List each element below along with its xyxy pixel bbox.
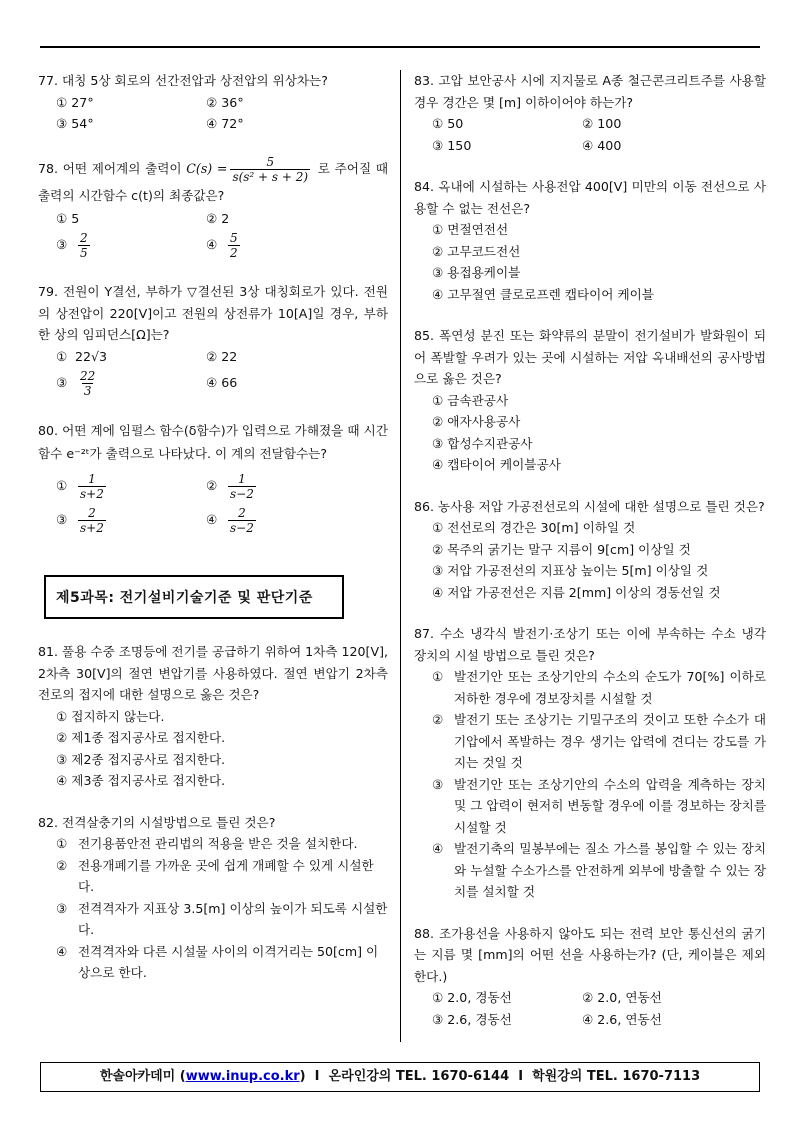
option[interactable] bbox=[206, 229, 356, 261]
question-84 bbox=[414, 176, 766, 305]
option-number: ④ bbox=[206, 512, 218, 527]
question-79-options bbox=[38, 346, 388, 400]
option[interactable]: ③ 용접용케이블 bbox=[432, 265, 521, 280]
option[interactable] bbox=[56, 833, 388, 855]
question-78-text bbox=[38, 155, 388, 208]
question-88-text: 88. 조가용선을 사용하지 않아도 되는 전력 보안 통신선의 굵기는 지름 몇 [mm]의 어떤 선을 사용하는가? (단, 케이블은 제외한다.) bbox=[414, 925, 766, 984]
option[interactable]: ① 5 bbox=[56, 210, 80, 226]
option-text: 전용개폐기를 가까운 곳에 쉽게 개폐할 수 있게 시설한다. bbox=[78, 857, 374, 894]
option-number: ① bbox=[432, 669, 444, 684]
question-84-text: 84. 옥내에 시설하는 사용전압 400[V] 미만의 이동 전선으로 사용할 수 없는 전선은? bbox=[414, 179, 766, 216]
option[interactable] bbox=[56, 229, 206, 261]
option[interactable]: ③ 150 bbox=[432, 137, 472, 153]
option[interactable] bbox=[432, 709, 766, 774]
question-87-text: 87. 수소 냉각식 발전기·조상기 또는 이에 부속하는 수소 냉각 장치의 시설 방법으로 틀린 것은? bbox=[414, 626, 766, 663]
option-number: ① bbox=[56, 836, 68, 851]
question-78-stem-end: 로 주어질 때 출력의 시간함수 c(t)의 최종값은? bbox=[38, 160, 388, 203]
option[interactable]: ① 50 bbox=[432, 116, 464, 131]
option[interactable]: ④ 400 bbox=[582, 137, 622, 153]
numerator: 1 bbox=[88, 472, 96, 486]
question-78 bbox=[38, 155, 388, 262]
question-83 bbox=[414, 70, 766, 156]
offline-phone: 학원강의 TEL. 1670-7113 bbox=[532, 1069, 701, 1084]
numerator: 2 bbox=[238, 506, 246, 520]
option[interactable]: ④ 제3종 접지공사로 접지한다. bbox=[56, 773, 226, 788]
option[interactable]: ② 목주의 굵기는 말구 지름이 9[cm] 이상일 것 bbox=[432, 541, 691, 557]
option-value: 22√3 bbox=[75, 348, 108, 364]
question-85-options bbox=[414, 390, 766, 476]
option-number: ③ bbox=[56, 512, 68, 527]
option-text: 전기용품안전 관리법의 적용을 받은 것을 설치한다. bbox=[78, 836, 358, 851]
question-82-text: 82. 전격살충기의 시설방법으로 틀린 것은? bbox=[38, 814, 276, 830]
column-divider bbox=[400, 70, 401, 1042]
option-number: ② bbox=[206, 478, 218, 493]
option-number: ③ bbox=[56, 237, 68, 252]
option-number: ④ bbox=[206, 237, 218, 252]
option[interactable]: ② 2.0, 연동선 bbox=[582, 990, 662, 1005]
question-86-options bbox=[414, 517, 766, 603]
question-87 bbox=[414, 623, 766, 903]
right-column bbox=[414, 70, 766, 1030]
option[interactable]: ④ 72° bbox=[206, 116, 244, 131]
question-85 bbox=[414, 325, 766, 476]
option[interactable]: ① 접지하지 않는다. bbox=[56, 708, 165, 724]
denominator: 2 bbox=[230, 246, 238, 260]
option-text: 전격격자와 다른 시설물 사이의 이격거리는 50[cm] 이상으로 한다. bbox=[78, 943, 379, 980]
footer-separator: I bbox=[314, 1069, 320, 1084]
question-82 bbox=[38, 812, 388, 984]
academy-link[interactable]: www.inup.co.kr bbox=[185, 1069, 300, 1084]
transfer-function-fraction bbox=[230, 155, 310, 184]
online-phone: 온라인강의 TEL. 1670-6144 bbox=[328, 1069, 510, 1084]
option-fraction bbox=[228, 472, 256, 501]
subject-title: 제5과목: 전기설비기술기준 및 판단기준 bbox=[44, 575, 344, 619]
option[interactable]: ④ 66 bbox=[206, 375, 238, 390]
transfer-function-label: C(s) = bbox=[186, 160, 228, 176]
question-82-options bbox=[38, 833, 388, 984]
question-80-options bbox=[38, 469, 388, 537]
option[interactable]: ② 100 bbox=[582, 116, 622, 131]
option[interactable] bbox=[206, 469, 356, 503]
question-78-options bbox=[38, 208, 388, 262]
left-column bbox=[38, 70, 388, 984]
question-88-options bbox=[414, 987, 766, 1030]
question-83-options bbox=[414, 113, 766, 156]
question-77-text: 77. 대칭 5상 회로의 선간전압과 상전압의 위상차는? bbox=[38, 73, 328, 88]
option[interactable]: ④ 캡타이어 케이블공사 bbox=[432, 457, 561, 472]
option-text: 발전기안 또는 조상기안의 수소의 압력을 계측하는 장치 및 그 압력이 현저히 변동할 경우에 이를 경보하는 장치를 시설할 것 bbox=[454, 776, 766, 835]
option[interactable] bbox=[432, 838, 766, 903]
option[interactable] bbox=[56, 503, 206, 537]
question-80-text: 80. 어떤 계에 임펄스 함수(δ함수)가 입력으로 가해졌을 때 시간함수 e⁻²ᵗ가 출력으로 나타났다. 이 계의 전달함수는? bbox=[38, 423, 388, 461]
option[interactable]: ② 22 bbox=[206, 348, 238, 364]
question-81-options bbox=[38, 706, 388, 792]
question-77-options bbox=[38, 92, 388, 135]
question-80 bbox=[38, 419, 388, 537]
option[interactable]: ③ 54° bbox=[56, 116, 94, 131]
option-fraction bbox=[78, 472, 106, 501]
numerator: 5 bbox=[230, 231, 238, 245]
denominator: s−2 bbox=[230, 487, 254, 501]
option[interactable] bbox=[56, 941, 388, 984]
option[interactable]: ④ 고무절연 클로로프렌 캡타이어 케이블 bbox=[432, 286, 654, 302]
denominator: s+2 bbox=[80, 521, 104, 535]
denominator: s(s² + s + 2) bbox=[232, 169, 309, 184]
option-fraction bbox=[78, 369, 97, 398]
option[interactable]: ② 36° bbox=[206, 94, 244, 110]
numerator: 1 bbox=[238, 472, 246, 486]
numerator: 2 bbox=[80, 231, 88, 245]
option[interactable]: ④ 2.6, 연동선 bbox=[582, 1011, 662, 1027]
option[interactable] bbox=[56, 346, 206, 368]
option-number: ② bbox=[432, 712, 444, 727]
option[interactable] bbox=[56, 469, 206, 503]
option-number: ① bbox=[56, 478, 68, 493]
denominator: s−2 bbox=[230, 521, 254, 535]
denominator: 3 bbox=[83, 384, 92, 398]
subject-header bbox=[38, 575, 388, 619]
option-text: 발전기축의 밀봉부에는 질소 가스를 봉입할 수 있는 장치와 누설할 수소가스를 안전하게 외부에 방출할 수 있는 장치를 설치할 것 bbox=[454, 841, 766, 899]
numerator: 22 bbox=[80, 369, 96, 383]
question-81-text: 81. 풀용 수중 조명등에 전기를 공급하기 위하여 1차측 120[V], 2차측 30[V]의 절연 변압기를 사용하였다. 절연 변압기 2차측 전로의 접지에 대한 설명으로 옳은 것은? bbox=[38, 644, 388, 702]
option[interactable] bbox=[432, 666, 766, 709]
top-rule bbox=[40, 46, 760, 48]
option-number: ③ bbox=[432, 776, 444, 792]
question-86-text: 86. 농사용 저압 가공전선로의 시설에 대한 설명으로 틀린 것은? bbox=[414, 498, 765, 514]
option-number: ④ bbox=[56, 943, 68, 959]
question-88 bbox=[414, 923, 766, 1031]
option[interactable]: ① 전선로의 경간은 30[m] 이하일 것 bbox=[432, 520, 636, 535]
academy-name: 한솔아카데미 bbox=[99, 1069, 176, 1084]
option[interactable]: ① 27° bbox=[56, 94, 94, 110]
option[interactable] bbox=[56, 855, 388, 898]
option[interactable]: ① 금속관공사 bbox=[432, 392, 509, 408]
option-fraction bbox=[228, 506, 256, 535]
option[interactable]: ② 제1종 접지공사로 접지한다. bbox=[56, 730, 226, 745]
numerator: 5 bbox=[266, 154, 275, 169]
option[interactable]: ② 2 bbox=[206, 210, 230, 226]
option-fraction bbox=[78, 231, 90, 260]
question-79 bbox=[38, 281, 388, 399]
option-fraction bbox=[228, 231, 240, 260]
denominator: 5 bbox=[80, 246, 88, 260]
option-text: 전격격자가 지표상 3.5[m] 이상의 높이가 되도록 시설한다. bbox=[78, 900, 388, 937]
option[interactable]: ③ 2.6, 경동선 bbox=[432, 1011, 512, 1027]
option-text: 발전기안 또는 조상기안의 수소의 순도가 70[%] 이하로 저하한 경우에 경보장치를 시설할 것 bbox=[454, 669, 766, 706]
option[interactable] bbox=[56, 367, 206, 399]
option[interactable]: ③ 제2종 접지공사로 접지한다. bbox=[56, 751, 226, 767]
footer-separator: I bbox=[518, 1069, 524, 1084]
option-text: 발전기 또는 조상기는 기밀구조의 것이고 또한 수소가 대기압에서 폭발하는 경우 생기는 압력에 견디는 강도를 가지는 것일 것 bbox=[454, 712, 766, 770]
footer-banner: 한솔아카데미 (www.inup.co.kr) I 온라인강의 TEL. 1670-6144 I 학원강의 TEL. 1670-7113 bbox=[40, 1062, 760, 1092]
option[interactable] bbox=[56, 898, 388, 941]
denominator: s+2 bbox=[80, 487, 104, 501]
option-number: ③ bbox=[56, 375, 68, 390]
question-85-text: 85. 폭연성 분진 또는 화약류의 분말이 전기설비가 발화원이 되어 폭발할 우려가 있는 곳에 시설하는 저압 옥내배선의 공사방법으로 옳은 것은? bbox=[414, 328, 766, 386]
question-79-text: 79. 전원이 Y결선, 부하가 ▽결선된 3상 대칭회로가 있다. 전원의 상전압이 220[V]이고 전원의 상전류가 10[A]일 경우, 부하 한 상의 임피던스[Ω]는? bbox=[38, 284, 388, 342]
option[interactable]: ④ 저압 가공전선은 지름 2[mm] 이상의 경동선일 것 bbox=[432, 584, 721, 600]
option[interactable]: ① 면절연전선 bbox=[432, 222, 509, 237]
option-number: ① bbox=[56, 348, 68, 364]
option-number: ② bbox=[56, 857, 68, 873]
option[interactable]: ③ 저압 가공전선의 지표상 높이는 5[m] 이상일 것 bbox=[432, 563, 709, 578]
numerator: 2 bbox=[88, 506, 96, 520]
option-number: ④ bbox=[432, 841, 444, 856]
question-81 bbox=[38, 641, 388, 792]
option[interactable] bbox=[206, 503, 356, 537]
question-83-text: 83. 고압 보안공사 시에 지지물로 A종 철근콘크리트주를 사용할 경우 경간은 몇 [m] 이하이어야 하는가? bbox=[414, 73, 766, 110]
question-78-stem: 78. 어떤 제어계의 출력이 bbox=[38, 160, 182, 176]
question-86 bbox=[414, 496, 766, 604]
question-77 bbox=[38, 70, 388, 135]
option[interactable]: ① 2.0, 경동선 bbox=[432, 990, 512, 1005]
question-87-options bbox=[414, 666, 766, 903]
option-number: ③ bbox=[56, 900, 68, 916]
option[interactable]: ② 애자사용공사 bbox=[432, 414, 521, 429]
option-fraction bbox=[78, 506, 106, 535]
option[interactable]: ② 고무코드전선 bbox=[432, 243, 521, 259]
question-84-options bbox=[414, 219, 766, 305]
option[interactable]: ③ 합성수지관공사 bbox=[432, 435, 533, 451]
option[interactable] bbox=[432, 774, 766, 839]
